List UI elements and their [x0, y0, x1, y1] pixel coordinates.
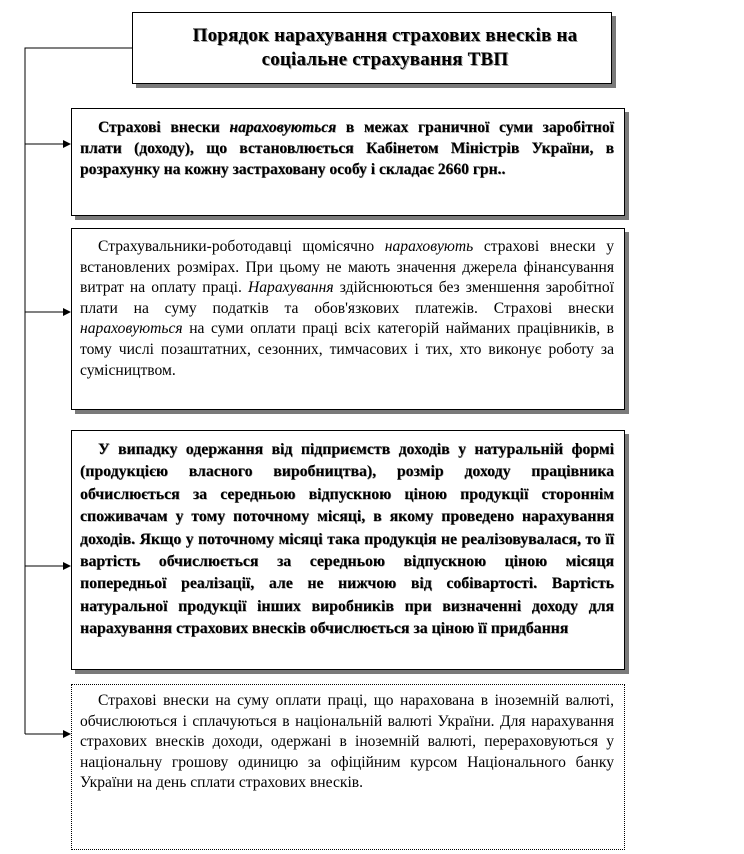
diagram-title-line-2: соціальне страхування ТВП [261, 49, 509, 70]
text-run: У випадку одержання від підприємств доходів у натуральній формі (продукцією власного виробництва), розмір доходу працівника обчислюється за середньою відпускною ціною продукції стороннім споживачам у тому поточному місяці, в якому проведено нарахування доходів. Якщо у поточному місяці така продукція не реалізовувалася, то її вартість обчислюється за середньою відпускною ціною місяця попередньої реалізації, але не нижчою від собівартості. Вартість натуральної продукції інших виробників при визначенні доходу для нарахування страхових внесків обчислюється за ціною її придбання [80, 441, 614, 638]
text-run: в межах граничної суми заробітної плати (доходу), що встановлюється Кабінетом Міністрів України, в розрахунку на кожну застраховану особу і складає 2660 грн.. [80, 119, 614, 178]
block-text [80, 117, 614, 180]
emphasized-text: нараховуються [80, 320, 183, 338]
text-run: страхові внески у встановлених розмірах. При цьому не мають значення джерела фінансування витрат на оплату праці. [80, 238, 614, 297]
block-employers-accrual [71, 228, 625, 410]
block-text [80, 439, 614, 641]
block-foreign-currency [71, 684, 625, 850]
block-text [80, 691, 614, 794]
block-text [80, 237, 614, 381]
text-run: здійснюються без зменшення заробітної плати на суму податків та обов'язкових платежів. Страхові внески [80, 279, 614, 317]
text-run: Страхувальники-роботодавці щомісячно [98, 238, 385, 255]
emphasized-text: Нарахування [247, 279, 334, 297]
text-run: Страхові внески [98, 119, 230, 136]
block-contribution-limit [71, 108, 625, 216]
text-run: Страхові внески на суму оплати праці, що нарахована в іноземній валюті, обчислюються і сплачуються в національній валюті України. Для нарахування страхових внесків доходи, одержані в іноземній валюті, перераховуються у національну грошову одиницю за офіційним курсом Національного банку України на день сплати страхових внесків. [80, 692, 614, 792]
block-income-in-kind [71, 430, 625, 670]
emphasized-text: нараховуються [229, 119, 337, 136]
diagram-title-line-1: Порядок нарахування страхових внесків на [192, 25, 578, 46]
emphasized-text: нараховують [384, 238, 474, 255]
text-run: на суми оплати праці всіх категорій найманих працівників, в тому числі позаштатних, сезонних, тимчасових і тих, хто виконує роботу за сумісництвом. [80, 320, 614, 379]
diagram-title-box [132, 12, 612, 84]
diagram-title [193, 24, 578, 72]
